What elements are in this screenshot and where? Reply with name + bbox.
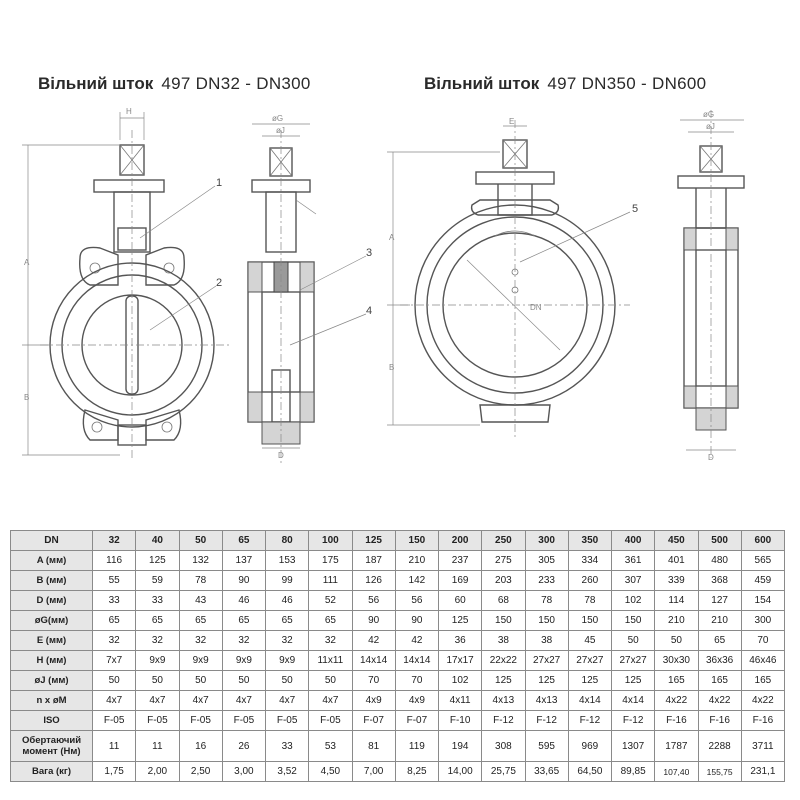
- table-cell: 4,50: [309, 762, 352, 782]
- table-cell: 70: [352, 671, 395, 691]
- table-row: [11, 631, 785, 651]
- table-cell: F-10: [439, 711, 482, 731]
- table-cell: 60: [439, 591, 482, 611]
- table-cell: 4x7: [136, 691, 179, 711]
- dim-letter-DN: DN: [530, 303, 542, 312]
- table-cell: 38: [525, 631, 568, 651]
- row-label: øG(мм): [11, 611, 93, 631]
- table-cell: 165: [698, 671, 741, 691]
- row-label: ISO: [11, 711, 93, 731]
- row-label: Обертаючий момент (Нм): [11, 731, 93, 762]
- table-cell: 50: [309, 671, 352, 691]
- table-cell: 46: [266, 591, 309, 611]
- header-dn-125: 125: [352, 531, 395, 551]
- table-cell: 125: [525, 671, 568, 691]
- table-cell: 4x22: [698, 691, 741, 711]
- table-cell: F-12: [612, 711, 655, 731]
- table-cell: 308: [482, 731, 525, 762]
- table-cell: 150: [612, 611, 655, 631]
- table-cell: 17x17: [439, 651, 482, 671]
- table-row: [11, 551, 785, 571]
- table-cell: 4x7: [222, 691, 265, 711]
- table-cell: 127: [698, 591, 741, 611]
- table-cell: 2,00: [136, 762, 179, 782]
- table-cell: 480: [698, 551, 741, 571]
- table-cell: 361: [612, 551, 655, 571]
- table-cell: 43: [179, 591, 222, 611]
- table-cell: F-12: [568, 711, 611, 731]
- table-cell: 4x22: [655, 691, 698, 711]
- table-cell: 233: [525, 571, 568, 591]
- table-row: [11, 571, 785, 591]
- table-cell: 2,50: [179, 762, 222, 782]
- table-cell: 90: [222, 571, 265, 591]
- table-cell: 36x36: [698, 651, 741, 671]
- table-cell: 119: [395, 731, 438, 762]
- table-cell: 36: [439, 631, 482, 651]
- table-cell: 65: [136, 611, 179, 631]
- header-dn-label: DN: [11, 531, 93, 551]
- table-cell: 125: [136, 551, 179, 571]
- table-cell: F-05: [266, 711, 309, 731]
- header-dn-300: 300: [525, 531, 568, 551]
- table-cell: 8,25: [395, 762, 438, 782]
- row-label: H (мм): [11, 651, 93, 671]
- table-cell: 56: [352, 591, 395, 611]
- table-row: [11, 731, 785, 762]
- table-cell: 154: [741, 591, 784, 611]
- table-cell: 125: [568, 671, 611, 691]
- row-label: E (мм): [11, 631, 93, 651]
- table-cell: 9x9: [136, 651, 179, 671]
- table-row: [11, 671, 785, 691]
- header-dn-80: 80: [266, 531, 309, 551]
- table-cell: 33: [93, 591, 136, 611]
- table-row: [11, 651, 785, 671]
- table-cell: 25,75: [482, 762, 525, 782]
- table-cell: 150: [568, 611, 611, 631]
- table-cell: 14,00: [439, 762, 482, 782]
- table-cell: 46x46: [741, 651, 784, 671]
- table-cell: 4x7: [309, 691, 352, 711]
- table-cell: 7x7: [93, 651, 136, 671]
- valve-front-view-large: [387, 117, 638, 440]
- table-cell: 50: [179, 671, 222, 691]
- table-cell: 90: [352, 611, 395, 631]
- table-cell: 4x14: [612, 691, 655, 711]
- table-cell: 165: [741, 671, 784, 691]
- table-row: [11, 591, 785, 611]
- header-dn-200: 200: [439, 531, 482, 551]
- table-cell: 32: [179, 631, 222, 651]
- specification-table: [10, 530, 785, 782]
- table-cell: 27x27: [612, 651, 655, 671]
- header-dn-400: 400: [612, 531, 655, 551]
- table-cell: 50: [612, 631, 655, 651]
- table-cell: 55: [93, 571, 136, 591]
- table-cell: 155,75: [698, 762, 741, 782]
- table-cell: 3,52: [266, 762, 309, 782]
- table-cell: 565: [741, 551, 784, 571]
- table-cell: F-05: [93, 711, 136, 731]
- dim-letter-J-right: øJ: [706, 122, 715, 131]
- header-dn-150: 150: [395, 531, 438, 551]
- table-cell: 50: [136, 671, 179, 691]
- table-cell: 65: [93, 611, 136, 631]
- table-cell: 125: [482, 671, 525, 691]
- dim-letter-H-left: H: [126, 107, 132, 116]
- header-dn-600: 600: [741, 531, 784, 551]
- header-dn-40: 40: [136, 531, 179, 551]
- table-cell: 153: [266, 551, 309, 571]
- table-cell: 4x11: [439, 691, 482, 711]
- table-cell: 65: [698, 631, 741, 651]
- table-cell: F-05: [136, 711, 179, 731]
- table-row: [11, 762, 785, 782]
- table-cell: 42: [395, 631, 438, 651]
- table-cell: 70: [395, 671, 438, 691]
- table-cell: 1307: [612, 731, 655, 762]
- table-cell: F-16: [655, 711, 698, 731]
- table-cell: 260: [568, 571, 611, 591]
- row-label: øJ (мм): [11, 671, 93, 691]
- table-cell: 137: [222, 551, 265, 571]
- table-cell: F-07: [352, 711, 395, 731]
- dim-letter-G-left: øG: [272, 114, 284, 123]
- table-cell: 26: [222, 731, 265, 762]
- valve-side-view-small: [248, 114, 372, 465]
- table-cell: 595: [525, 731, 568, 762]
- dim-letter-B-right: B: [389, 363, 395, 372]
- table-cell: 78: [179, 571, 222, 591]
- table-cell: 107,40: [655, 762, 698, 782]
- header-dn-450: 450: [655, 531, 698, 551]
- header-dn-65: 65: [222, 531, 265, 551]
- callout-3: 3: [366, 247, 373, 259]
- table-cell: 210: [655, 611, 698, 631]
- dim-letter-A-right: A: [389, 233, 395, 242]
- table-cell: 339: [655, 571, 698, 591]
- row-label: B (мм): [11, 571, 93, 591]
- table-cell: 102: [612, 591, 655, 611]
- table-cell: 90: [395, 611, 438, 631]
- valve-side-view-large: [678, 110, 744, 462]
- table-cell: 194: [439, 731, 482, 762]
- table-cell: 14x14: [395, 651, 438, 671]
- table-cell: 22x22: [482, 651, 525, 671]
- table-cell: 65: [179, 611, 222, 631]
- table-cell: 300: [741, 611, 784, 631]
- table-row: [11, 611, 785, 631]
- table-cell: 32: [136, 631, 179, 651]
- table-cell: 459: [741, 571, 784, 591]
- row-label: A (мм): [11, 551, 93, 571]
- table-cell: 50: [93, 671, 136, 691]
- table-cell: 401: [655, 551, 698, 571]
- table-cell: 132: [179, 551, 222, 571]
- table-cell: 30x30: [655, 651, 698, 671]
- table-cell: 27x27: [525, 651, 568, 671]
- table-cell: 78: [568, 591, 611, 611]
- table-cell: 4x13: [482, 691, 525, 711]
- table-cell: 32: [93, 631, 136, 651]
- table-cell: 52: [309, 591, 352, 611]
- table-cell: 65: [309, 611, 352, 631]
- table-cell: 102: [439, 671, 482, 691]
- callout-4: 4: [366, 305, 373, 317]
- callout-5: 5: [632, 203, 639, 215]
- table-cell: 70: [741, 631, 784, 651]
- dim-letter-D-left: D: [278, 451, 284, 460]
- table-cell: 210: [698, 611, 741, 631]
- table-cell: 33,65: [525, 762, 568, 782]
- table-cell: 32: [309, 631, 352, 651]
- table-cell: 237: [439, 551, 482, 571]
- table-cell: 116: [93, 551, 136, 571]
- table-cell: 4x9: [395, 691, 438, 711]
- table-cell: 4x7: [93, 691, 136, 711]
- table-cell: 1787: [655, 731, 698, 762]
- table-cell: 7,00: [352, 762, 395, 782]
- table-cell: 78: [525, 591, 568, 611]
- table-cell: 150: [525, 611, 568, 631]
- table-cell: 53: [309, 731, 352, 762]
- table-cell: 9x9: [179, 651, 222, 671]
- table-cell: 1,75: [93, 762, 136, 782]
- table-cell: 89,85: [612, 762, 655, 782]
- table-row: [11, 711, 785, 731]
- table-cell: 142: [395, 571, 438, 591]
- table-cell: F-12: [482, 711, 525, 731]
- table-cell: 59: [136, 571, 179, 591]
- table-cell: 175: [309, 551, 352, 571]
- table-cell: 11x11: [309, 651, 352, 671]
- dim-letter-J-left: øJ: [276, 126, 285, 135]
- table-header-row: [11, 531, 785, 551]
- table-cell: 64,50: [568, 762, 611, 782]
- table-cell: 3,00: [222, 762, 265, 782]
- header-dn-32: 32: [93, 531, 136, 551]
- table-cell: 305: [525, 551, 568, 571]
- table-cell: F-12: [525, 711, 568, 731]
- dim-letter-G-right: øG: [703, 110, 715, 119]
- callout-1: 1: [216, 177, 223, 189]
- table-cell: 32: [222, 631, 265, 651]
- table-cell: 33: [136, 591, 179, 611]
- table-cell: 187: [352, 551, 395, 571]
- dim-letter-A-left: A: [24, 258, 30, 267]
- dim-letter-E-right: E: [509, 117, 515, 126]
- table-cell: 125: [612, 671, 655, 691]
- table-cell: F-05: [309, 711, 352, 731]
- row-label: Вага (кг): [11, 762, 93, 782]
- header-dn-500: 500: [698, 531, 741, 551]
- table-cell: 45: [568, 631, 611, 651]
- table-cell: F-05: [222, 711, 265, 731]
- table-cell: 275: [482, 551, 525, 571]
- table-cell: 4x13: [525, 691, 568, 711]
- table-cell: 4x14: [568, 691, 611, 711]
- callout-2: 2: [216, 277, 223, 289]
- table-cell: 969: [568, 731, 611, 762]
- table-cell: 50: [655, 631, 698, 651]
- table-cell: 111: [309, 571, 352, 591]
- table-cell: 126: [352, 571, 395, 591]
- table-cell: 50: [222, 671, 265, 691]
- table-cell: 150: [482, 611, 525, 631]
- dim-letter-D-right: D: [708, 453, 714, 462]
- table-cell: 368: [698, 571, 741, 591]
- title-right-label: Вільний шток: [424, 74, 540, 93]
- title-right-code: 497 DN350 - DN600: [547, 74, 707, 93]
- table-cell: 42: [352, 631, 395, 651]
- table-cell: F-16: [741, 711, 784, 731]
- table-cell: 81: [352, 731, 395, 762]
- table-row: [11, 691, 785, 711]
- table-cell: 56: [395, 591, 438, 611]
- table-cell: 231,1: [741, 762, 784, 782]
- table-cell: 4x7: [179, 691, 222, 711]
- table-cell: 27x27: [568, 651, 611, 671]
- table-cell: 125: [439, 611, 482, 631]
- table-cell: 11: [136, 731, 179, 762]
- table-cell: 4x9: [352, 691, 395, 711]
- table-cell: 165: [655, 671, 698, 691]
- header-dn-50: 50: [179, 531, 222, 551]
- table-cell: 68: [482, 591, 525, 611]
- header-dn-100: 100: [309, 531, 352, 551]
- row-label: D (мм): [11, 591, 93, 611]
- table-cell: F-07: [395, 711, 438, 731]
- table-cell: 14x14: [352, 651, 395, 671]
- table-cell: 169: [439, 571, 482, 591]
- header-dn-350: 350: [568, 531, 611, 551]
- table-cell: 99: [266, 571, 309, 591]
- header-dn-250: 250: [482, 531, 525, 551]
- table-cell: 210: [395, 551, 438, 571]
- table-cell: 307: [612, 571, 655, 591]
- table-cell: 65: [222, 611, 265, 631]
- table-cell: 32: [266, 631, 309, 651]
- table-cell: 38: [482, 631, 525, 651]
- row-label: n x øM: [11, 691, 93, 711]
- table-cell: 11: [93, 731, 136, 762]
- table-cell: 9x9: [266, 651, 309, 671]
- table-cell: 4x7: [266, 691, 309, 711]
- table-cell: 3711: [741, 731, 784, 762]
- dim-letter-B-left: B: [24, 393, 30, 402]
- valve-front-view-small: [22, 107, 230, 460]
- table-cell: 203: [482, 571, 525, 591]
- table-cell: F-16: [698, 711, 741, 731]
- table-cell: 16: [179, 731, 222, 762]
- table-cell: 334: [568, 551, 611, 571]
- table-cell: F-05: [179, 711, 222, 731]
- table-cell: 2288: [698, 731, 741, 762]
- table-cell: 114: [655, 591, 698, 611]
- table-cell: 46: [222, 591, 265, 611]
- title-left-code: 497 DN32 - DN300: [161, 74, 311, 93]
- table-cell: 65: [266, 611, 309, 631]
- table-cell: 9x9: [222, 651, 265, 671]
- table-cell: 4x22: [741, 691, 784, 711]
- table-cell: 33: [266, 731, 309, 762]
- table-cell: 50: [266, 671, 309, 691]
- title-left-label: Вільний шток: [38, 74, 154, 93]
